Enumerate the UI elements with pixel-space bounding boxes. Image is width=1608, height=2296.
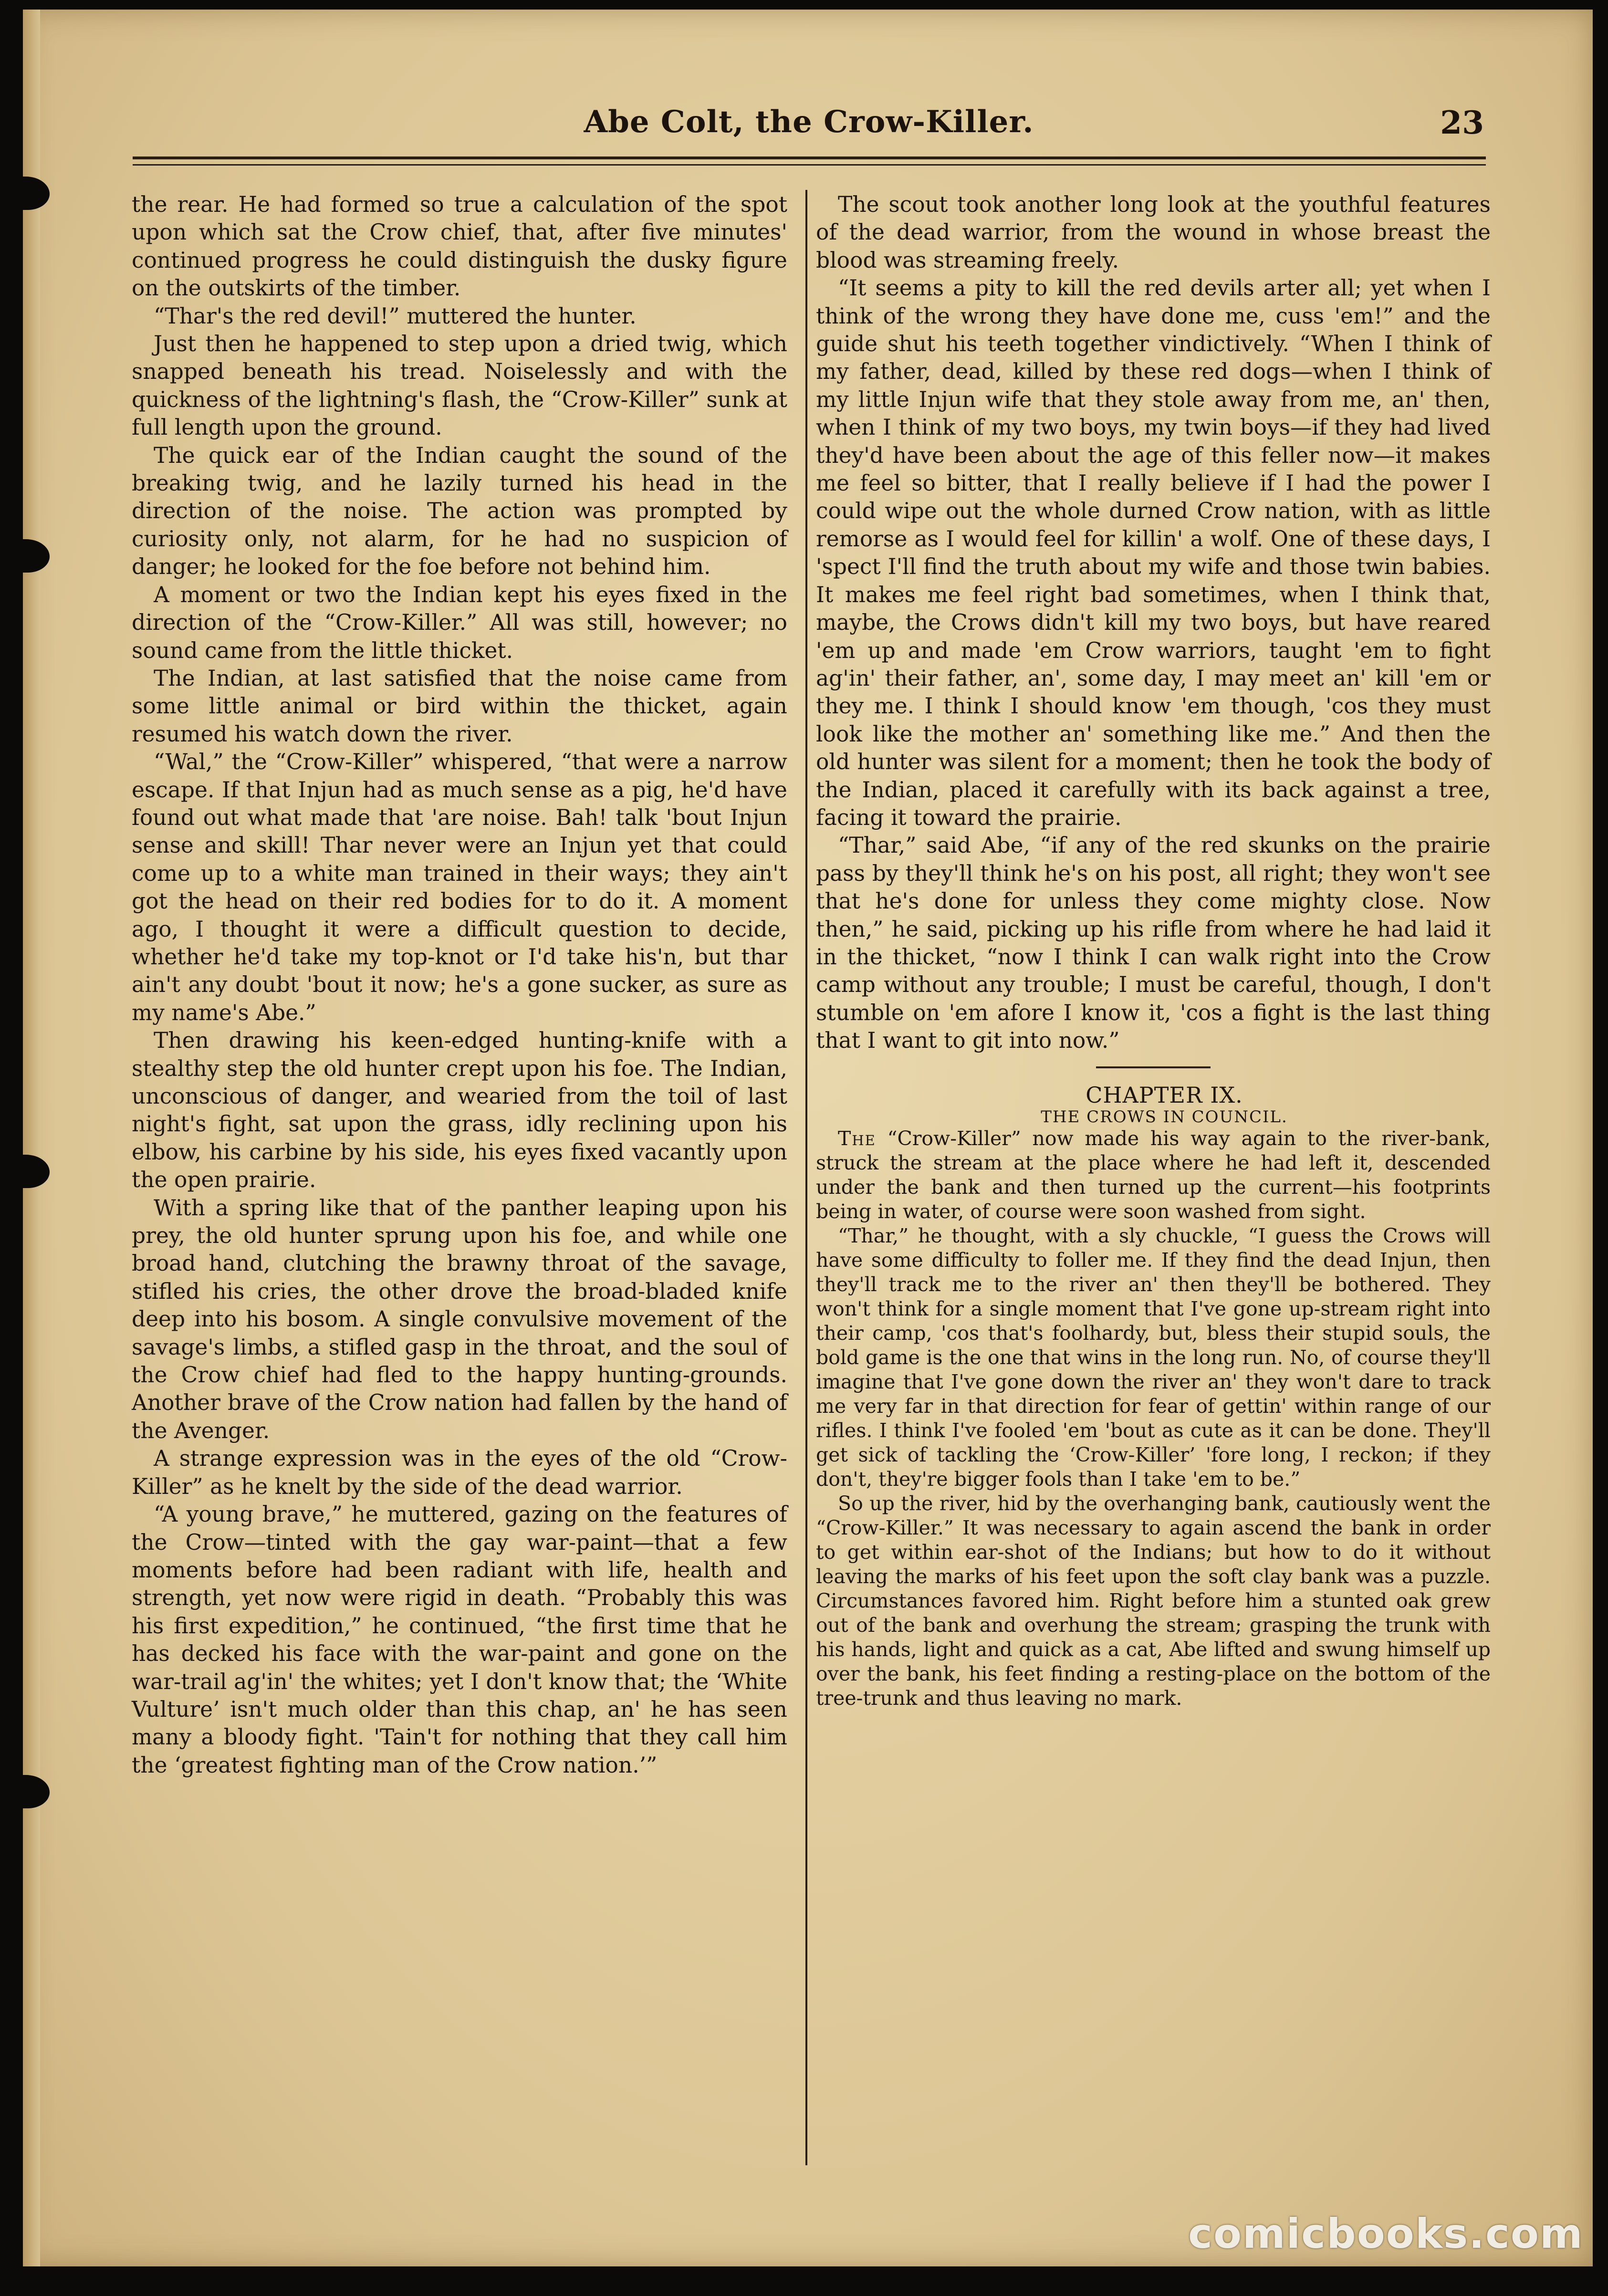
header-rule-thin <box>133 164 1486 166</box>
paragraph: “It seems a pity to kill the red devils arter all; yet when I think of the wrong they have done me, cuss 'em!” and the guide shut his teeth together vindictively. “When I think of my father, dead, killed by these red dogs—when I think of my little Injun wife that they stole away from me, an' then, when I think of my two boys, my twin boys—if they had lived they'd have been about the age of this feller now—it makes me feel so bitter, that I really believe if I had the power I could wipe out the whole durned Crow nation, with as little remorse as I would feel for killin' a wolf. One of these days, I 'spect I'll find the truth about my wife and those twin babies. It makes me feel right bad sometimes, when I think that, maybe, the Crows didn't kill my two boys, but have reared 'em up and made 'em Crow warriors, taught 'em to fight ag'in' their father, an', some day, I may meet an' kill 'em or they me. I think I should know 'em though, 'cos they must look like the mother an' something like me.” And then the old hunter was silent for a moment; then he took the body of the Indian, placed it carefully with its back against a tree, facing it toward the prairie. <box>816 275 1491 830</box>
header-rule <box>133 157 1486 159</box>
chapter-subtitle: THE CROWS IN COUNCIL. <box>1041 1107 1288 1127</box>
paragraph: The quick ear of the Indian caught the sound of the breaking twig, and he lazily turned his head in the direction of the noise. The action was prompted by curiosity only, not alarm, for he had no suspicion of danger; he looked for the foe before not behind him. <box>132 442 787 580</box>
chapter-first-paragraph <box>816 1127 1491 1224</box>
paragraph: With a spring like that of the panther leaping upon his prey, the old hunter sprung upon his foe, and while one broad hand, clutching the brawny throat of the savage, stifled his cries, the other drove the broad-bladed knife deep into his bosom. A single convulsive movement of the savage's limbs, a stifled gasp in the throat, and the soul of the Crow chief had fled to the happy hunting-grounds. Another brave of the Crow nation had fallen by the hand of the Avenger. <box>132 1195 787 1443</box>
chapter-first-paragraph-text: “Crow-Killer” now made his way again to the river-bank, struck the stream at the place where he had left it, descended under the bank and then turned up the current—his footprints being in water, of course were soon washed from sight. <box>816 1127 1491 1223</box>
paragraph: Then drawing his keen-edged hunting-knife with a stealthy step the old hunter crept upon his foe. The Indian, unconscious of danger, and wearied from the toil of last night's fight, sat upon the grass, idly reclining upon his elbow, his carbine by his side, his eyes fixed vacantly upon the open prairie. <box>132 1028 787 1193</box>
chapter-rule <box>1096 1066 1211 1068</box>
binding-hole <box>4 539 50 573</box>
paragraph: “Thar,” said Abe, “if any of the red skunks on the prairie pass by they'll think he's on his post, all right; they won't see that he's done for unless they come mighty close. Now then,” he said, picking up his rifle from where he had laid it in the thicket, “now I think I can walk right into the Crow camp without any trouble; I must be careful, though, I don't stumble on 'em afore I know it, 'cos a fight is the last thing that I want to git into now.” <box>816 833 1491 1054</box>
paragraph: Just then he happened to step upon a dried twig, which snapped beneath his tread. Noiselessly and with the quickness of the lightning's flash, the “Crow-Killer” sunk at full length upon the ground. <box>132 331 787 440</box>
paragraph: The Indian, at last satisfied that the noise came from some little animal or bird within the thicket, again resumed his watch down the river. <box>132 665 787 747</box>
running-title: Abe Colt, the Crow-Killer. <box>584 104 1034 140</box>
paragraph: “Wal,” the “Crow-Killer” whispered, “that were a narrow escape. If that Injun had as much sense as a pig, he'd have found out what made that 'are noise. Bah! talk 'bout Injun sense and skill! Thar never were an Injun yet that could come up to a white man trained in their ways; they ain't got the head on their red bodies for to do it. A moment ago, I thought it were a difficult question to decide, whether he'd take my top-knot or I'd take his'n, but thar ain't any doubt 'bout it now; he's a gone sucker, as sure as my name's Abe.” <box>132 749 787 1025</box>
binding-hole <box>4 1155 50 1188</box>
page-number: 23 <box>1440 104 1484 141</box>
paragraph: “A young brave,” he muttered, gazing on the features of the Crow—tinted with the gay war-paint—that a few moments before had been radiant with life, health and strength, yet now were rigid in death. “Probably this was his first expedition,” he continued, “the first time that he has decked his face with the war-paint and gone on the war-trail ag'in' the whites; yet I don't know that; the ‘White Vulture’ isn't much older than this chap, an' he has seen many a bloody fight. 'Tain't for nothing that they call him the ‘greatest fighting man of the Crow nation.’” <box>132 1502 787 1778</box>
chapter-first-word: The <box>838 1127 876 1150</box>
binding-hole <box>4 1775 50 1808</box>
paragraph: The scout took another long look at the youthful features of the dead warrior, from the wound in whose breast the blood was streaming freely. <box>816 192 1491 273</box>
paragraph: A moment or two the Indian kept his eyes fixed in the direction of the “Crow-Killer.” All was still, however; no sound came from the little thicket. <box>132 582 787 663</box>
page-binding-edge <box>23 10 40 2266</box>
right-column <box>816 191 1491 1711</box>
paragraph: A strange expression was in the eyes of the old “Crow-Killer” as he knelt by the side of the dead warrior. <box>132 1446 787 1499</box>
chapter-heading: CHAPTER IX. <box>1086 1082 1243 1108</box>
chapter-body <box>816 1127 1491 1711</box>
paragraph: “Thar,” he thought, with a sly chuckle, “I guess the Crows will have some difficulty to foller me. If they find the dead Injun, then they'll track me to the river an' then they'll be bothered. They won't think for a single moment that I've gone up-stream right into their camp, 'cos that's foolhardy, but, bless their stupid souls, the bold game is the one that wins in the long run. No, of course they'll imagine that I've gone down the river an' they won't dare to track me very far in that direction for fear of gettin' within range of our rifles. I think I've fooled 'em 'bout as cute as it can be done. They'll get sick of tackling the ‘Crow-Killer’ 'fore long, I reckon; if they don't, they're bigger fools than I take 'em to be.” <box>816 1224 1491 1491</box>
paragraph: So up the river, hid by the overhanging bank, cautiously went the “Crow-Killer.” It was necessary to again ascend the bank in order to get within ear-shot of the Indians; but how to do it without leaving the marks of his feet upon the soft clay bank was a puzzle. Circumstances favored him. Right before him a stunted oak grew out of the bank and overhung the stream; grasping the trunk with his hands, light and quick as a cat, Abe lifted and swung himself up over the bank, his feet finding a resting-place on the bottom of the tree-trunk and thus leaving no mark. <box>816 1492 1491 1710</box>
watermark: comicbooks.com <box>1188 2210 1584 2258</box>
paragraph: “Thar's the red devil!” muttered the hunter. <box>154 303 637 329</box>
paragraph: the rear. He had formed so true a calculation of the spot upon which sat the Crow chief, that, after five minutes' continued progress he could distinguish the dusky figure on the outskirts of the timber. <box>132 192 787 301</box>
left-column <box>132 191 787 1779</box>
column-divider <box>805 190 807 2165</box>
binding-hole <box>4 177 50 210</box>
page-header <box>134 104 1484 157</box>
